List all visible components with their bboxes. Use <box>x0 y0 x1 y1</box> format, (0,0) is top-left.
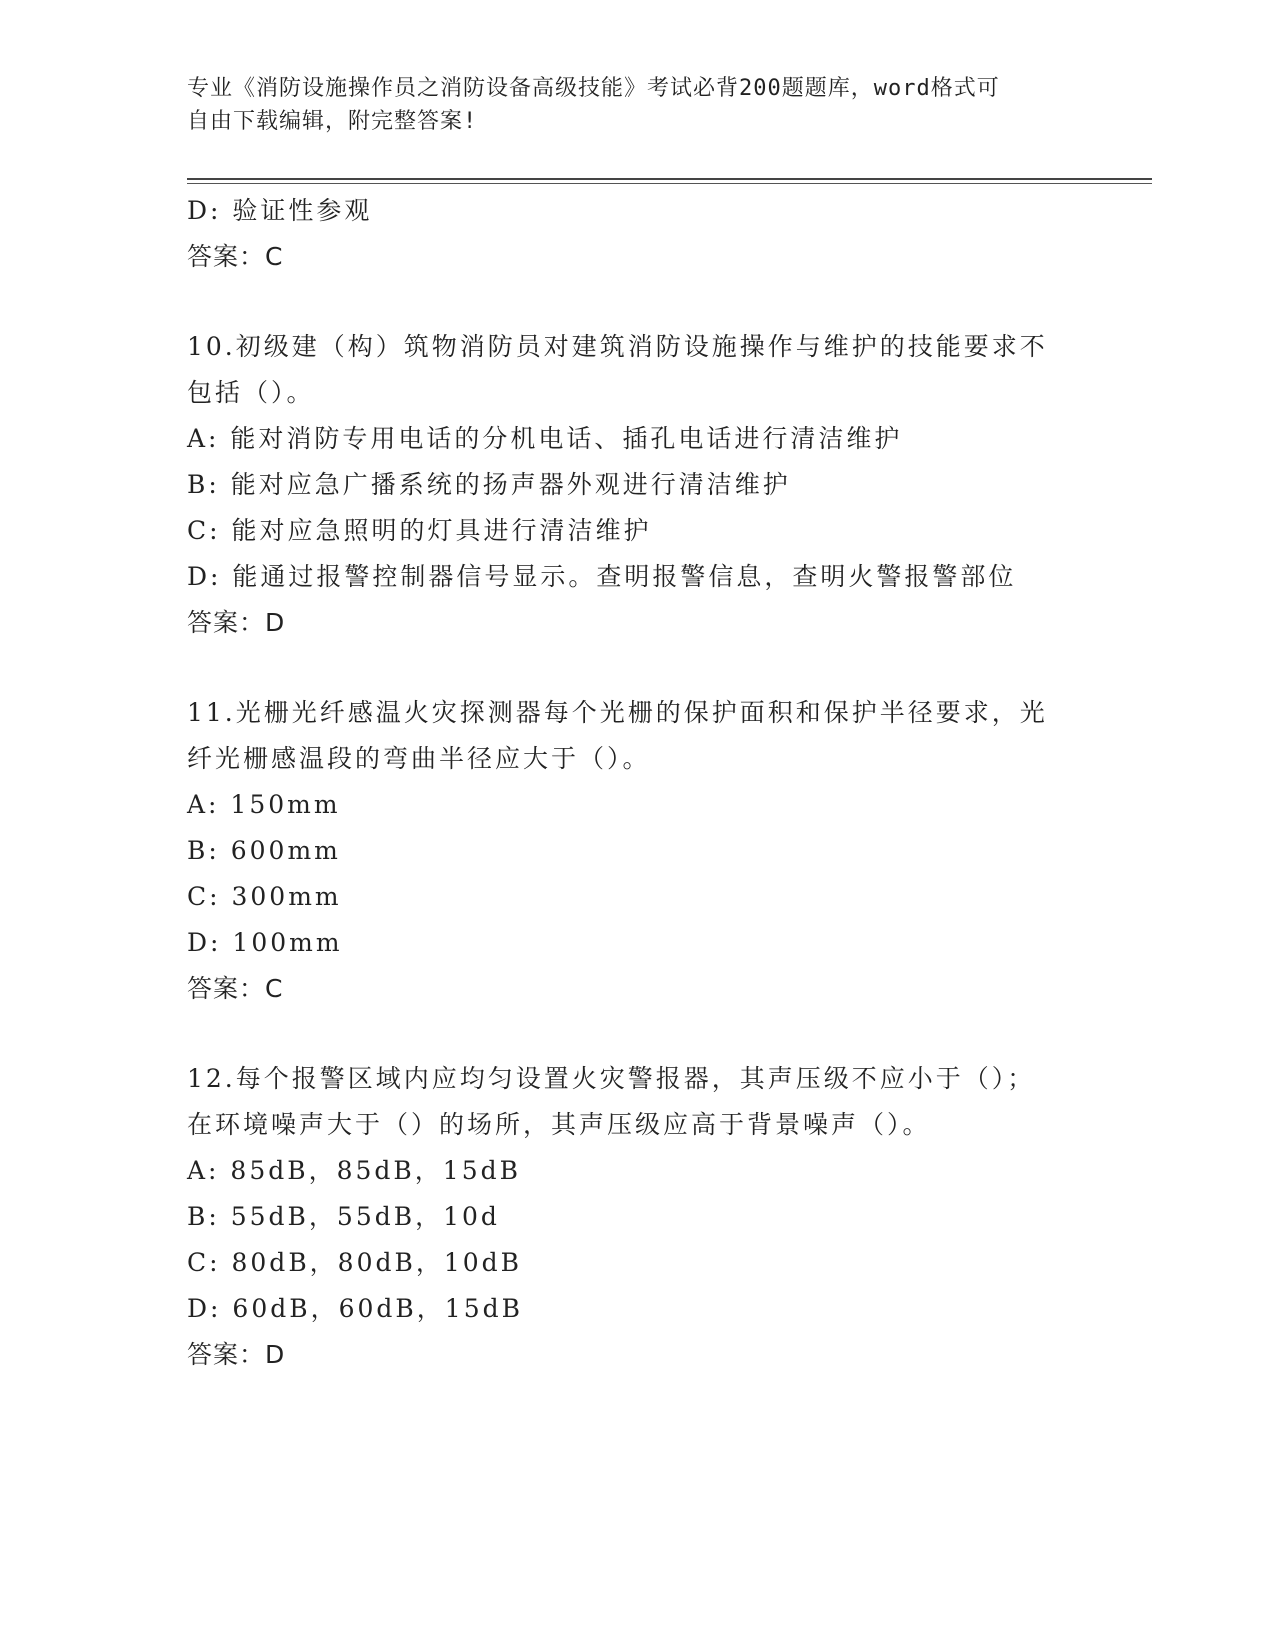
q11-answer: 答案：C <box>187 974 284 1003</box>
q11-option-b: B: 600mm <box>187 836 341 865</box>
q11-option-a: A: 150mm <box>187 790 341 819</box>
q10-stem-line-1: 10.初级建（构）筑物消防员对建筑消防设施操作与维护的技能要求不 <box>187 332 1048 361</box>
q9-answer: 答案：C <box>187 242 284 271</box>
q10-option-a: A: 能对消防专用电话的分机电话、插孔电话进行清洁维护 <box>187 424 903 453</box>
header-divider-thin <box>187 183 1152 184</box>
q12-stem-line-2: 在环境噪声大于（）的场所，其声压级应高于背景噪声（）。 <box>187 1110 931 1139</box>
q10-option-c: C: 能对应急照明的灯具进行清洁维护 <box>187 516 652 545</box>
q11-option-c: C: 300mm <box>187 882 342 911</box>
q10-answer: 答案：D <box>187 608 286 637</box>
q12-answer: 答案：D <box>187 1340 286 1369</box>
header-line-2: 自由下载编辑，附完整答案! <box>187 109 478 134</box>
q12-option-a: A: 85dB，85dB，15dB <box>187 1156 521 1185</box>
q12-stem-line-1: 12.每个报警区域内应均匀设置火灾警报器，其声压级不应小于（）； <box>187 1064 1036 1093</box>
header-line-1: 专业《消防设施操作员之消防设备高级技能》考试必背200题题库，word格式可 <box>187 76 1000 101</box>
q12-option-b: B: 55dB，55dB，10d <box>187 1202 500 1231</box>
spacer <box>187 1012 1087 1056</box>
q10-option-b: B: 能对应急广播系统的扬声器外观进行清洁维护 <box>187 470 791 499</box>
q12-option-d: D: 60dB，60dB，15dB <box>187 1294 523 1323</box>
q11-stem-line-2: 纤光栅感温段的弯曲半径应大于（）。 <box>187 744 651 773</box>
q11-stem-line-1: 11.光栅光纤感温火灾探测器每个光栅的保护面积和保护半径要求，光 <box>187 698 1048 727</box>
question-10 <box>187 324 1087 646</box>
spacer <box>187 646 1087 690</box>
question-list <box>187 188 1087 1378</box>
q9-option-d: D: 验证性参观 <box>187 196 373 225</box>
q11-option-d: D: 100mm <box>187 928 343 957</box>
question-12 <box>187 1056 1087 1378</box>
q10-option-d: D: 能通过报警控制器信号显示。查明报警信息，查明火警报警部位 <box>187 562 1017 591</box>
question-9 <box>187 188 1087 280</box>
q12-option-c: C: 80dB，80dB，10dB <box>187 1248 523 1277</box>
q10-stem-line-2: 包括（）。 <box>187 378 315 407</box>
header-divider-thick <box>187 178 1152 180</box>
spacer <box>187 280 1087 324</box>
question-11 <box>187 690 1087 1012</box>
document-header <box>187 72 1087 138</box>
